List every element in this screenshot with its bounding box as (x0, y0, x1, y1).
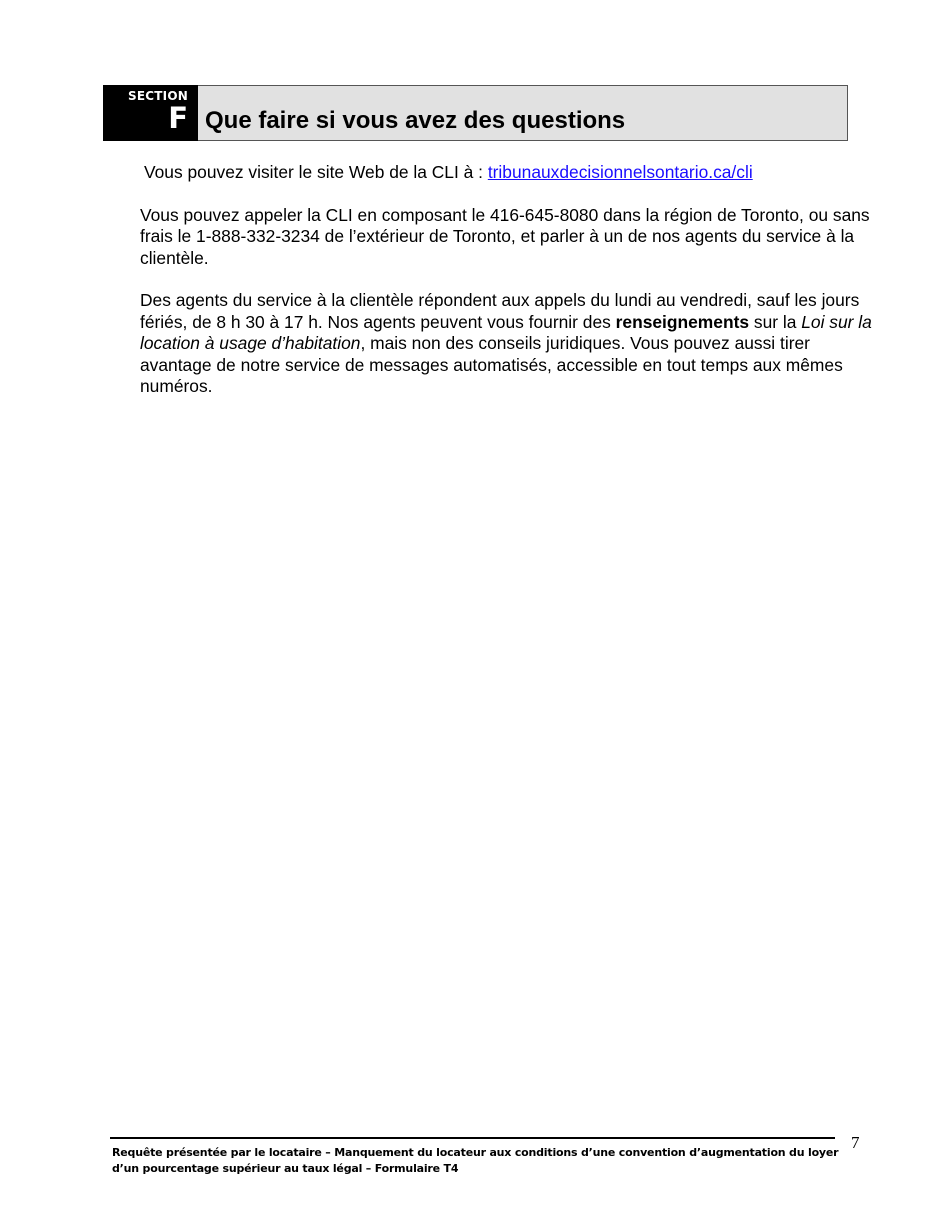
footer-form-title: Requête présentée par le locataire – Manquement du locateur aux conditions d’une convention d’augmentation du loyer d’un pourcentage supérieur au taux légal – Formulaire T4 (112, 1146, 839, 1175)
section-badge (103, 85, 198, 141)
hours-text-3: , mais non des conseils juridiques. Vous pouvez aussi tirer avantage de notre service de messages automatisés, accessible en tout temps aux mêmes numéros. (140, 333, 843, 396)
law-title: Loi sur la location à usage d’habitation (140, 311, 872, 353)
hours-text-1: Des agents du service à la clientèle répondent aux appels du lundi au vendredi, sauf les jours fériés, de 8 h 30 à 17 h. Nos agents peuvent vous fournir des (140, 290, 860, 332)
section-letter: F (168, 101, 188, 135)
hours-paragraph (140, 290, 880, 398)
footer-divider (110, 1137, 835, 1139)
phone-paragraph: Vous pouvez appeler la CLI en composant le 416-645-8080 dans la région de Toronto, ou sans frais le 1-888-332-3234 de l’extérieur de Toronto, et parler à un de nos agents du service à la clientèle. (140, 204, 870, 268)
section-title-box (198, 85, 848, 141)
section-word: SECTION (128, 89, 188, 103)
section-header (103, 85, 848, 141)
hours-bold-term: renseignements (615, 311, 750, 332)
website-text: Vous pouvez visiter le site Web de la CLI à : (144, 162, 488, 182)
website-paragraph (140, 162, 880, 184)
hours-text-2: sur la (749, 311, 802, 332)
page-number: 7 (851, 1133, 860, 1152)
section-content (140, 162, 880, 398)
cli-website-link[interactable]: tribunauxdecisionnelsontario.ca/cli (487, 162, 753, 182)
section-title: Que faire si vous avez des questions (205, 107, 626, 134)
